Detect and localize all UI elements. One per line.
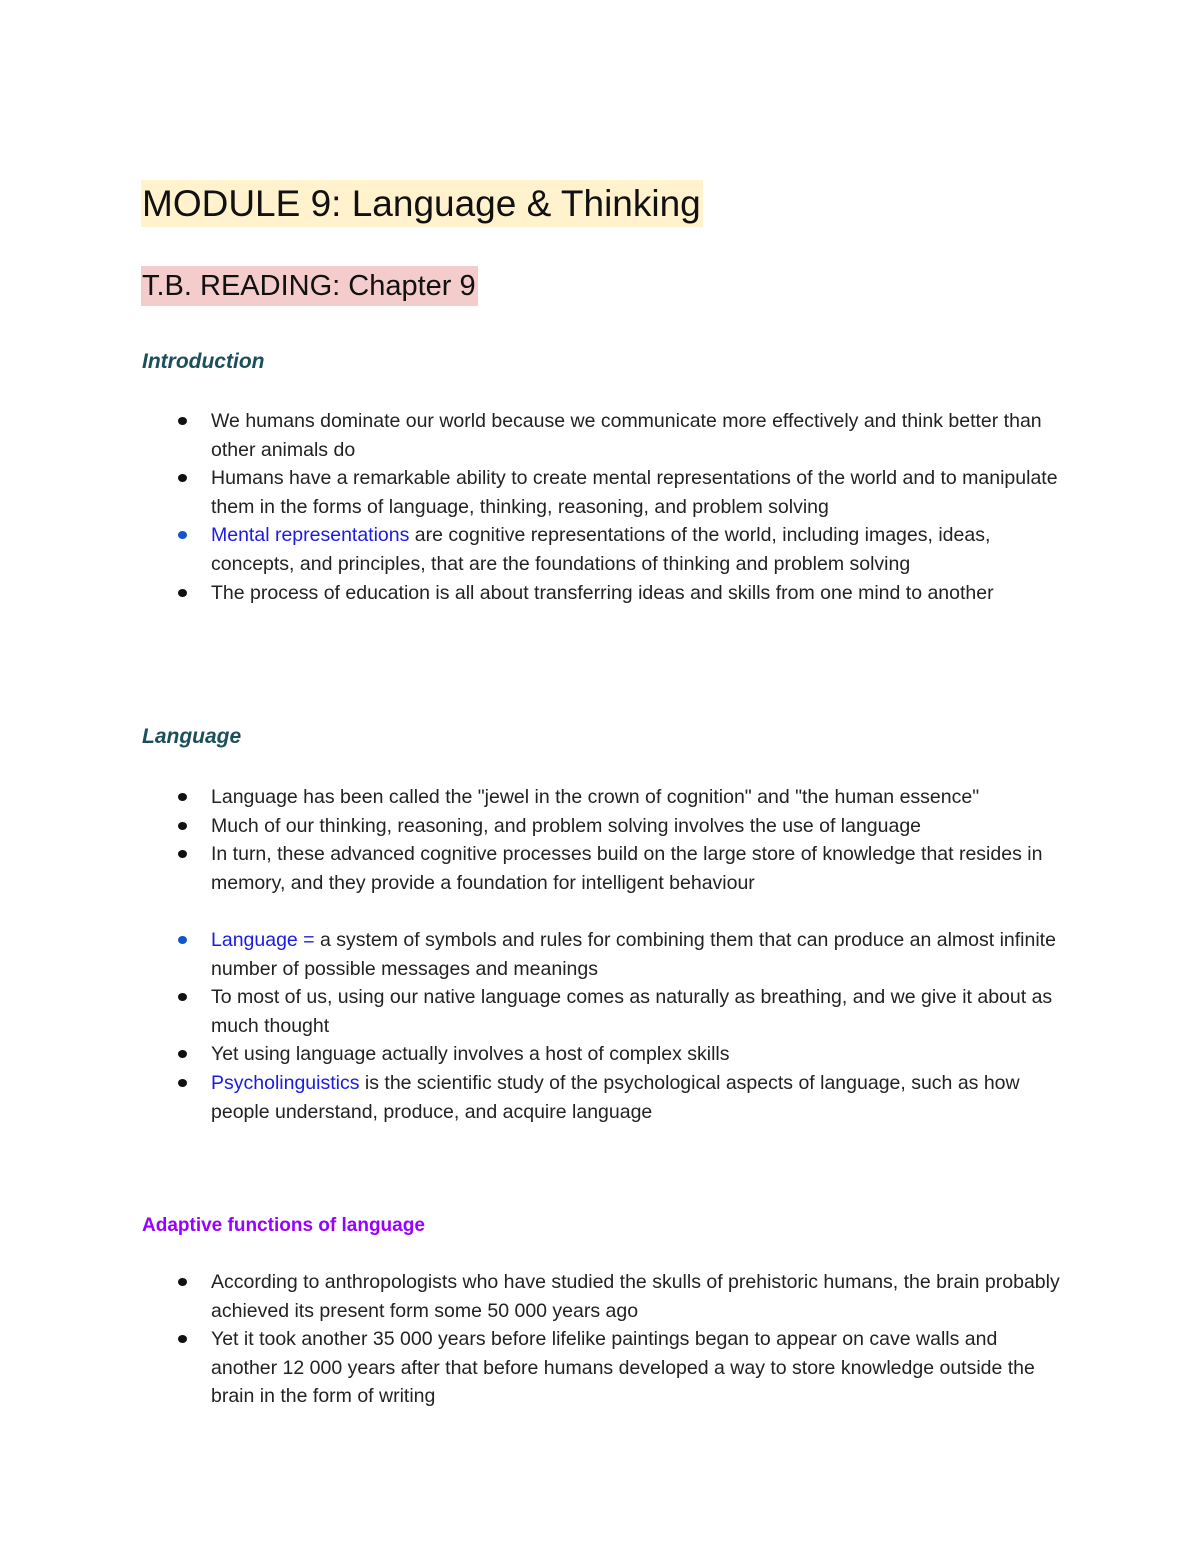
list-item-text: Yet using language actually involves a host of complex skills [211,1043,730,1066]
list-item-text: In turn, these advanced cognitive processes build on the large store of knowledge that resides in memory, and they provide a foundation for intelligent behaviour [211,843,1043,894]
bullet-icon [178,474,187,482]
key-term: Mental representations [211,524,410,547]
list-item [141,464,1061,521]
list-item-text: a system of symbols and rules for combining them that can produce an almost infinite number of possible messages and meanings [211,928,1056,980]
bullet-icon [178,1335,187,1343]
title-block [141,180,703,227]
bullet-icon [178,589,187,597]
bullet-icon [178,793,187,801]
bullet-icon [178,993,187,1001]
bullet-icon [178,1050,187,1058]
bullet-icon [178,417,187,425]
page-title: MODULE 9: Language & Thinking [141,180,703,227]
list-item-text: are cognitive representations of the world, including images, ideas, concepts, and principles, that are the foundations of thinking and problem solving [211,524,991,575]
list-item [141,1069,1061,1126]
bullet-icon [178,936,187,944]
list-item-text: Much of our thinking, reasoning, and problem solving involves the use of language [211,814,922,837]
list-item-text: Language has been called the "jewel in the crown of cognition" and "the human essence" [211,786,980,808]
key-term: Language = [211,928,315,951]
list-item [141,783,1061,812]
adaptive-functions-list [141,1268,1061,1411]
list-item-text: To most of us, using our native language comes as naturally as breathing, and we give it about as much thought [211,986,1053,1037]
list-item [141,840,1061,897]
list-item-text: The process of education is all about transferring ideas and skills from one mind to another [211,581,994,604]
list-item [141,521,1061,578]
section-heading-introduction: Introduction [142,350,265,373]
bullet-icon [178,850,187,858]
spacer [141,897,1061,926]
list-item [141,579,1061,608]
bullet-icon [178,822,187,830]
section-heading-adaptive-functions: Adaptive functions of language [142,1215,425,1236]
list-item [141,1325,1061,1411]
list-item-text: Yet it took another 35 000 years before lifelike paintings began to appear on cave walls and another 12 000 years after that before humans developed a way to store knowledge outside the brain in the form of writing [211,1328,1035,1408]
page-subtitle: T.B. READING: Chapter 9 [141,266,478,306]
list-item-text: We humans dominate our world because we communicate more effectively and think better than other animals do [211,410,1042,461]
list-item-text: According to anthropologists who have studied the skulls of prehistoric humans, the brain probably achieved its present form some 50 000 years ago [211,1271,1060,1322]
list-item-text: is the scientific study of the psychological aspects of language, such as how people understand, produce, and acquire language [211,1071,1020,1123]
list-item [141,812,1061,841]
language-list [141,783,1061,1126]
list-item [141,407,1061,464]
introduction-list [141,407,1061,607]
bullet-icon [178,531,187,539]
list-item [141,1040,1061,1069]
section-heading-language: Language [142,725,242,748]
list-item-text: Humans have a remarkable ability to create mental representations of the world and to manipulate them in the forms of language, thinking, reasoning, and problem solving [211,467,1058,518]
bullet-icon [178,1079,187,1087]
bullet-icon [178,1278,187,1286]
key-term: Psycholinguistics [211,1071,360,1094]
list-item [141,1268,1061,1325]
subtitle-block [141,266,478,306]
list-item [141,926,1061,983]
list-item [141,983,1061,1040]
